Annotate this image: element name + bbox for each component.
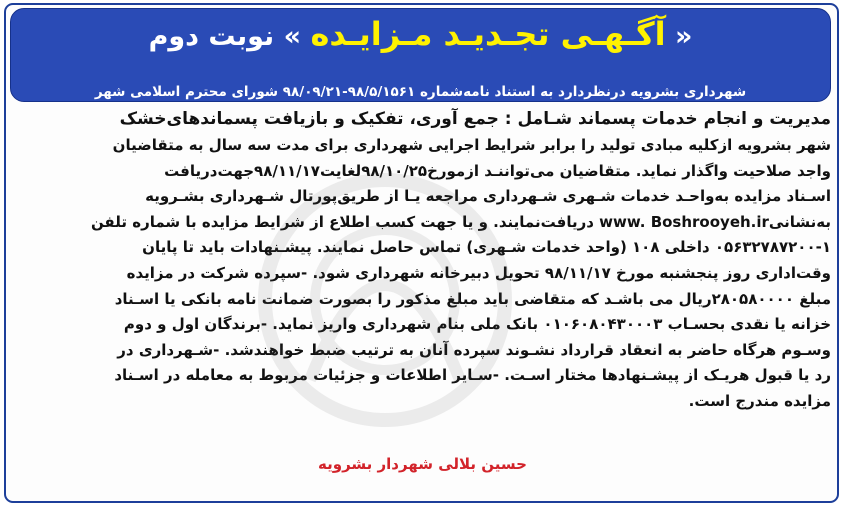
notice-title [11, 17, 830, 54]
body-line-5: به‌نشانیwww. Boshrooyeh.ir دریافت‌نمایند. و یا جهت کسب اطلاع از شرایط مزایده با شماره تلفن [90, 212, 831, 231]
body-line-6: ۰۵۶۳۲۷۸۷۲۰۰-۱ داخلی ۱۰۸ (واحد خدمات شـهری) تماس حاصل نمایند. پیشـنهادات باید تا پایان [142, 238, 831, 257]
body-line-3: واجد صلاحیت واگذار نماید. متقاضیان می‌تواننـد ازمورخ‌۹۸/۱۰/۲۵لغایت۹۸/۱۱/۱۷جهت‌دریافت [164, 161, 831, 180]
body-line-11: رد یا قبول هریـک از پیشـنهادها مختار اسـت. -سـایر اطلاعات و جزئیات مربوط به معامله در اسـناد [114, 366, 831, 385]
body-line-2: شهر بشرویه ازکلیه مبادی تولید را برابر شرایط اجرایی شهرداری برای مدت سه سال به متقاضیان [112, 136, 831, 154]
signature: حسین بلالی شهردار بشرویه [318, 455, 527, 473]
notice-subtitle: شهرداری بشرویه درنظردارد به استناد نامه‌شماره ۹۸/۵/۱۵۶۱-۹۸/۰۹/۲۱ شورای محترم اسلامی شهر [94, 84, 747, 100]
title-suffix: » نوبت دوم [148, 21, 302, 52]
body-line-9: خزانه یا نقدی بحسـاب ۰۱۰۶۰۸۰۴۳۰۰۰۳ بانک ملی بنام شهرداری واریز نماید. -برندگان اول و دوم [123, 315, 831, 334]
body-line-4: اسـناد مزایده به‌واحـد خدمات شـهری شـهرداری مراجعه یـا از طریق‌پورتال شـهرداری بشـرویه [145, 187, 831, 206]
notice-header [10, 8, 831, 102]
body-line-12: مزایده مندرج است. [688, 391, 831, 410]
title-prefix: « [674, 21, 693, 52]
body-line-1: مدیریت و انجام خدمات پسماند شـامل : جمع آوری، تفکیک و بازیافت پسماندهای‌خشک [119, 109, 831, 129]
body-line-10: وسـوم هرگاه حاضر به انعقاد قرارداد نشـوند سپرده آنان به ترتیب ضبط خواهندشد. -شـهرداری در [117, 340, 831, 359]
body-line-7: وقت‌اداری روز پنجشنبه مورخ ۹۸/۱۱/۱۷ تحویل دبیرخانه شهرداری شود. -سپرده شرکت در مزایده [126, 263, 831, 282]
notice-body [24, 106, 831, 415]
body-line-8: مبلغ ۲۸۰۵۸۰۰۰۰ریال می باشـد که متقاضی باید مبلغ مذکور را بصورت ضمانت نامه بانکی یا اسـناد [114, 289, 831, 308]
title-main: آگـهـی تجـدیـد مـزایـده [310, 15, 666, 53]
